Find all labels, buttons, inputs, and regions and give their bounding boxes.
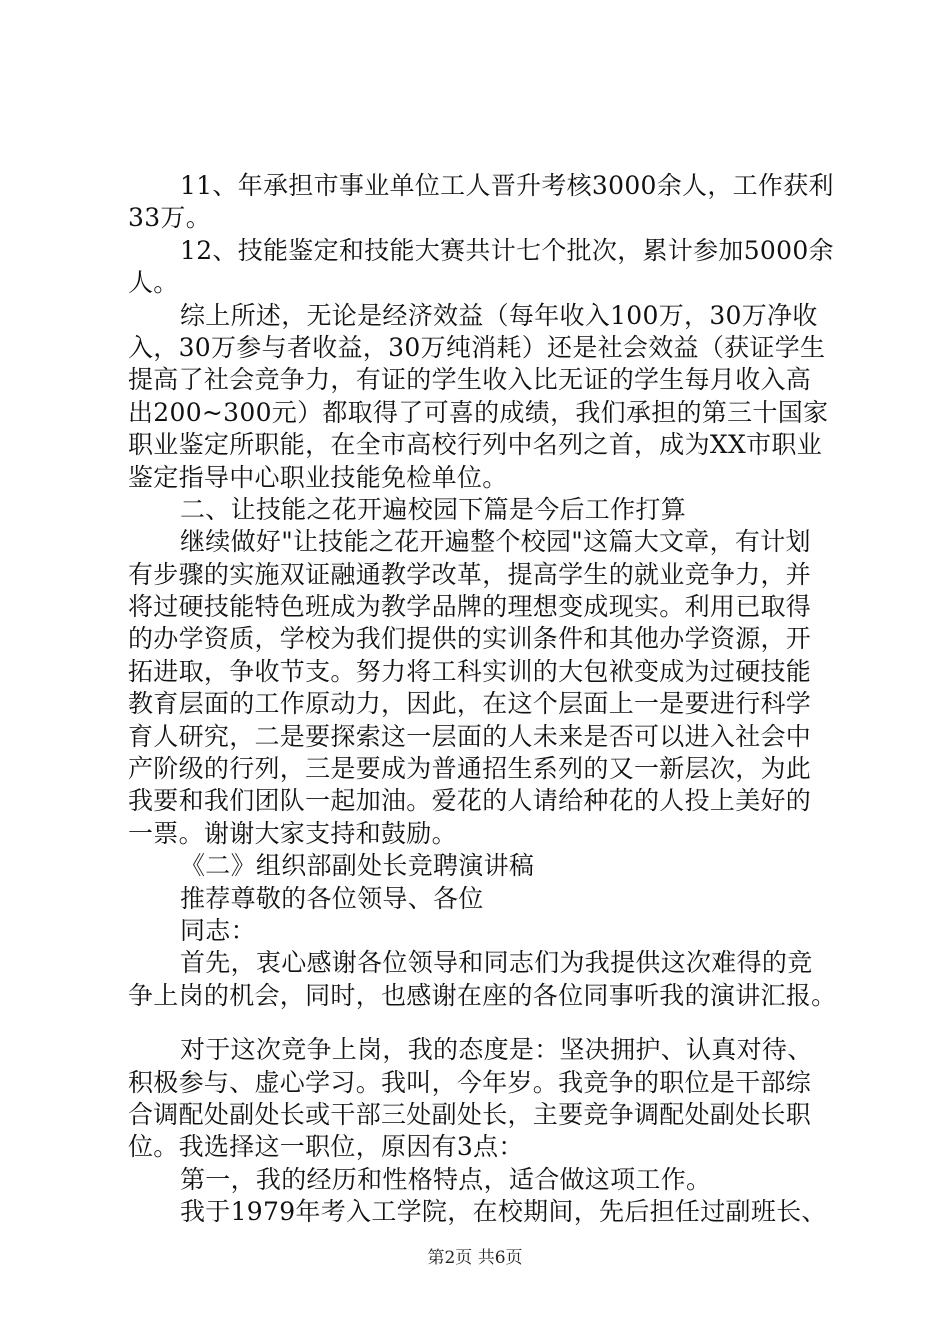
text-line: 对于这次竞争上岗，我的态度是：坚决拥护、认真对待、 <box>180 1035 813 1065</box>
text-line: 职业鉴定所职能，在全市高校行列中名列之首，成为XX市职业 <box>128 430 822 460</box>
text-line: 第一，我的经历和性格特点，适合做这项工作。 <box>180 1164 712 1194</box>
text-line: 入，30万参与者收益，30万纯消耗）还是社会效益（获证学生 <box>128 332 826 362</box>
text-line: 首先，衷心感谢各位领导和同志们为我提供这次难得的竞 <box>180 948 813 978</box>
document-body <box>128 170 840 1229</box>
text-line: 11、年承担市事业单位工人晋升考核3000余人，工作获利 <box>180 171 834 200</box>
text-line: 育人研究，二是要探索这一层面的人未来是否可以进入社会中 <box>128 721 812 751</box>
text-line: 提高了社会竞争力，有证的学生收入比无证的学生每月收入高 <box>128 365 812 395</box>
text-line: 12、技能鉴定和技能大赛共计七个批次，累计参加5000余 <box>180 235 834 265</box>
text-line: 二、让技能之花开遍校园下篇是今后工作打算 <box>180 494 687 524</box>
text-line: 产阶级的行列，三是要成为普通招生系列的又一新层次，为此 <box>128 754 812 784</box>
text-line: 拓进取，争收节支。努力将工科实训的大包袱变成为过硬技能 <box>128 656 812 686</box>
text-line: 人。 <box>128 268 179 298</box>
text-line: 33万。 <box>128 203 212 233</box>
text-line: 继续做好"让技能之花开遍整个校园"这篇大文章，有计划 <box>180 527 811 557</box>
text-line: 出200~300元）都取得了可喜的成绩，我们承担的第三十国家 <box>128 397 829 427</box>
text-line: 教育层面的工作原动力，因此，在这个层面上一是要进行科学 <box>128 689 812 719</box>
text-line: 同志： <box>180 915 256 945</box>
text-line: 积极参与、虚心学习。我叫，今年岁。我竞争的职位是干部综 <box>128 1067 812 1097</box>
text-line: 我要和我们团队一起加油。爱花的人请给种花的人投上美好的 <box>128 786 812 816</box>
paragraph-gap <box>128 1012 840 1034</box>
text-line: 位。我选择这一职位，原因有3点： <box>128 1132 524 1162</box>
text-line: 《二》组织部副处长竞聘演讲稿 <box>180 851 535 881</box>
text-line: 推荐尊敬的各位领导、各位 <box>180 883 484 913</box>
text-line: 有步骤的实施双证融通教学改革，提高学生的就业竞争力，并 <box>128 559 812 589</box>
text-line: 我于1979年考入工学院，在校期间，先后担任过副班长、 <box>180 1197 827 1227</box>
text-line: 鉴定指导中心职业技能免检单位。 <box>128 462 508 492</box>
text-line: 综上所述，无论是经济效益（每年收入100万，30万净收 <box>180 300 818 330</box>
text-line: 合调配处副处长或干部三处副处长，主要竞争调配处副处长职 <box>128 1099 812 1129</box>
text-line: 的办学资质，学校为我们提供的实训条件和其他办学资源，开 <box>128 624 812 654</box>
text-line: 一票。谢谢大家支持和鼓励。 <box>128 818 457 848</box>
text-line: 争上岗的机会，同时，也感谢在座的各位同事听我的演讲汇报。 <box>128 980 837 1010</box>
page-footer: 第2页 共6页 <box>427 1248 523 1268</box>
text-line: 将过硬技能特色班成为教学品牌的理想变成现实。利用已取得 <box>128 592 812 622</box>
